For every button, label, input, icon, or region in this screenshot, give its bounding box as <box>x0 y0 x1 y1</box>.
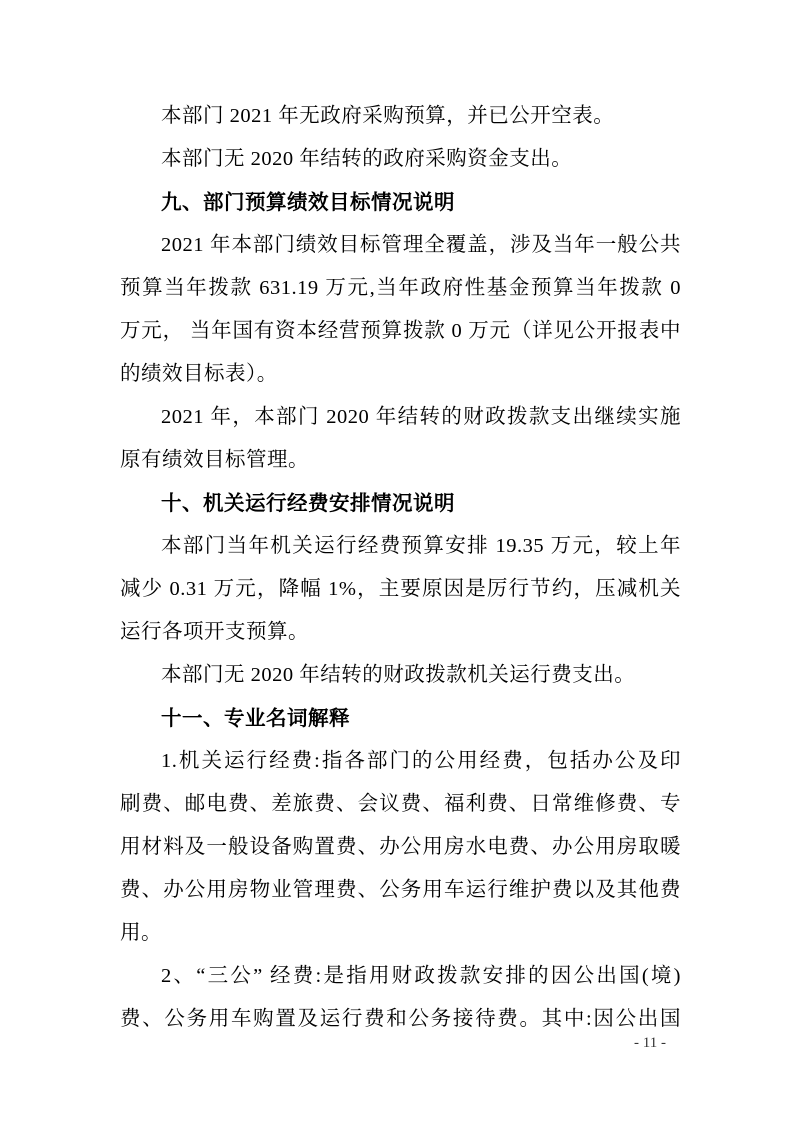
paragraph-line: 减少 0.31 万元，降幅 1%，主要原因是厉行节约，压减机关 <box>120 578 681 600</box>
paragraph-line: 本部门当年机关运行经费预算安排 19.35 万元，较上年 <box>161 535 681 557</box>
heading-section-10: 十、机关运行经费安排情况说明 <box>161 492 455 515</box>
paragraph-line: 用材料及一般设备购置费、办公用房水电费、办公用房取暖 <box>120 836 681 858</box>
paragraph-line: 的绩效目标表）。 <box>120 363 278 385</box>
paragraph-line: 本部门无 2020 年结转的财政拨款机关运行费支出。 <box>161 664 636 686</box>
paragraph-line: 1.机关运行经费:指各部门的公用经费，包括办公及印 <box>161 750 681 772</box>
paragraph-line: 刷费、邮电费、差旅费、会议费、福利费、日常维修费、专 <box>120 793 681 815</box>
page-number: - 11 - <box>634 1035 666 1051</box>
paragraph-line: 费、办公用房物业管理费、公务用车运行维护费以及其他费 <box>120 879 681 901</box>
heading-section-11: 十一、专业名词解释 <box>161 707 350 730</box>
paragraph-line: 原有绩效目标管理。 <box>120 449 309 471</box>
paragraph-line: 本部门无 2020 年结转的政府采购资金支出。 <box>161 148 573 170</box>
paragraph-line: 2021 年，本部门 2020 年结转的财政拨款支出继续实施 <box>161 406 681 428</box>
paragraph-line: 2、“三公” 经费:是指用财政拨款安排的因公出国(境) <box>161 965 681 987</box>
document-body <box>120 95 681 1041</box>
paragraph-line: 2021 年本部门绩效目标管理全覆盖，涉及当年一般公共 <box>161 234 681 256</box>
paragraph-line: 用。 <box>120 922 162 944</box>
paragraph-line: 本部门 2021 年无政府采购预算，并已公开空表。 <box>161 105 615 127</box>
paragraph-line: 预算当年拨款 631.19 万元,当年政府性基金预算当年拨款 0 <box>120 277 681 299</box>
heading-section-9: 九、部门预算绩效目标情况说明 <box>161 191 455 214</box>
paragraph-line: 费、公务用车购置及运行费和公务接待费。其中:因公出国 <box>120 1008 681 1030</box>
paragraph-line: 运行各项开支预算。 <box>120 621 309 643</box>
paragraph-line: 万元， 当年国有资本经营预算拨款 0 万元（详见公开报表中 <box>120 320 681 342</box>
